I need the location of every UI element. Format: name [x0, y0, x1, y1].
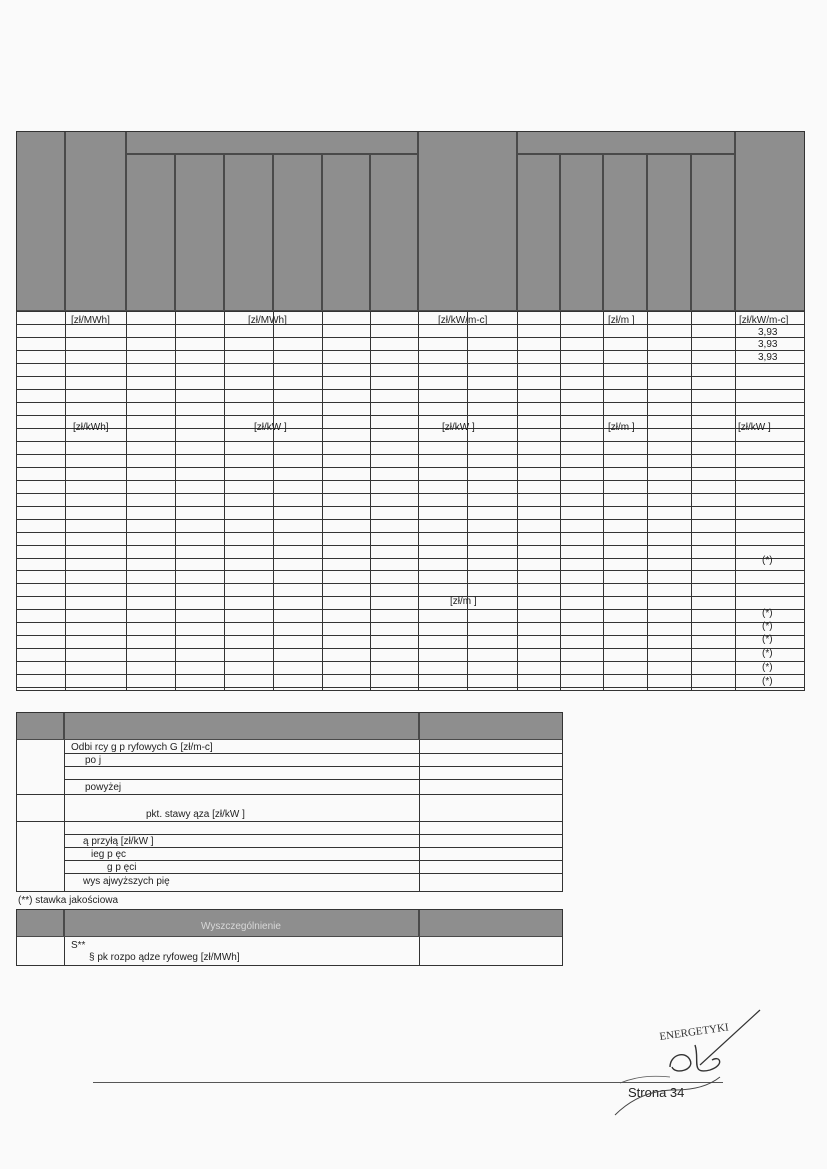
unit-kw-last: [zł/kW ]	[738, 422, 771, 433]
unit-m-b: [zł/m ]	[608, 422, 635, 433]
table2-row-label: pkt. stawy ąza [zł/kW ]	[146, 809, 245, 820]
unit-kw-month: [zł/kW/m-c]	[438, 315, 488, 326]
footnote-mark: (*)	[762, 555, 773, 566]
note-text: (**) stawka jakościowa	[18, 895, 119, 906]
table2-row-label: wys ajwyższych pię	[83, 876, 170, 887]
unit-mwh-a: [zł/MWh]	[71, 315, 110, 326]
unit-m-c: [zł/m ]	[450, 596, 477, 607]
table3-divider	[64, 937, 65, 966]
table-outer-border	[16, 131, 805, 691]
signature-stamp-icon	[600, 1005, 775, 1125]
table3-row-label: § pk rozpo ądze ryfoweg [zł/MWh]	[89, 952, 240, 963]
table3-divider	[419, 937, 420, 966]
page-number: Strona 34	[628, 1085, 685, 1100]
table2-rowline	[64, 766, 563, 767]
table2-row-label: ieg p ęc	[91, 849, 127, 860]
table2-rowline	[16, 821, 563, 822]
table2-rowline	[64, 860, 563, 861]
unit-kw-month-last: [zł/kW/m-c]	[739, 315, 789, 326]
table2-rowline	[16, 794, 563, 795]
unit-kwh: [zł/kWh]	[73, 422, 109, 433]
table2-rowline	[64, 834, 563, 835]
table2-row-label: Odbi rcy g p ryfowych G [zł/m-c]	[71, 742, 213, 753]
unit-kw-b: [zł/kW ]	[442, 422, 475, 433]
table3-header-label: Wyszczególnienie	[201, 921, 281, 932]
unit-mwh-b: [zł/MWh]	[248, 315, 287, 326]
value-cell: 3,93	[758, 327, 778, 338]
value-cell: 3,93	[758, 339, 778, 350]
table2-rowline	[64, 779, 563, 780]
footnote-mark: (*)	[762, 662, 773, 673]
value-cell: 3,93	[758, 352, 778, 363]
unit-kw-a: [zł/kW ]	[254, 422, 287, 433]
table2-rowline	[64, 753, 563, 754]
table2-row-label: ą przyłą [zł/kW ]	[83, 836, 154, 847]
table2-rowline	[64, 873, 563, 874]
quality-rate-table	[16, 909, 563, 966]
table2-row-label: powyżej	[85, 782, 122, 793]
footnote-mark: (*)	[762, 621, 773, 632]
footnote-mark: (*)	[762, 676, 773, 687]
table2-outer-border	[16, 712, 563, 892]
main-tariff-table	[16, 131, 805, 691]
footnote-mark: (*)	[762, 634, 773, 645]
table2-row-label: g p ęci	[107, 862, 137, 873]
table2-divider	[419, 740, 420, 892]
unit-m-a: [zł/m ]	[608, 315, 635, 326]
table2-divider	[64, 740, 65, 892]
table2-row-label: po j	[85, 755, 102, 766]
stamp-text: ENERGETYKI	[658, 1021, 730, 1043]
table2-rowline	[64, 847, 563, 848]
table3-row-label: S**	[71, 940, 86, 951]
footnote-mark: (*)	[762, 648, 773, 659]
footnote-mark: (*)	[762, 608, 773, 619]
rates-table	[16, 712, 563, 892]
